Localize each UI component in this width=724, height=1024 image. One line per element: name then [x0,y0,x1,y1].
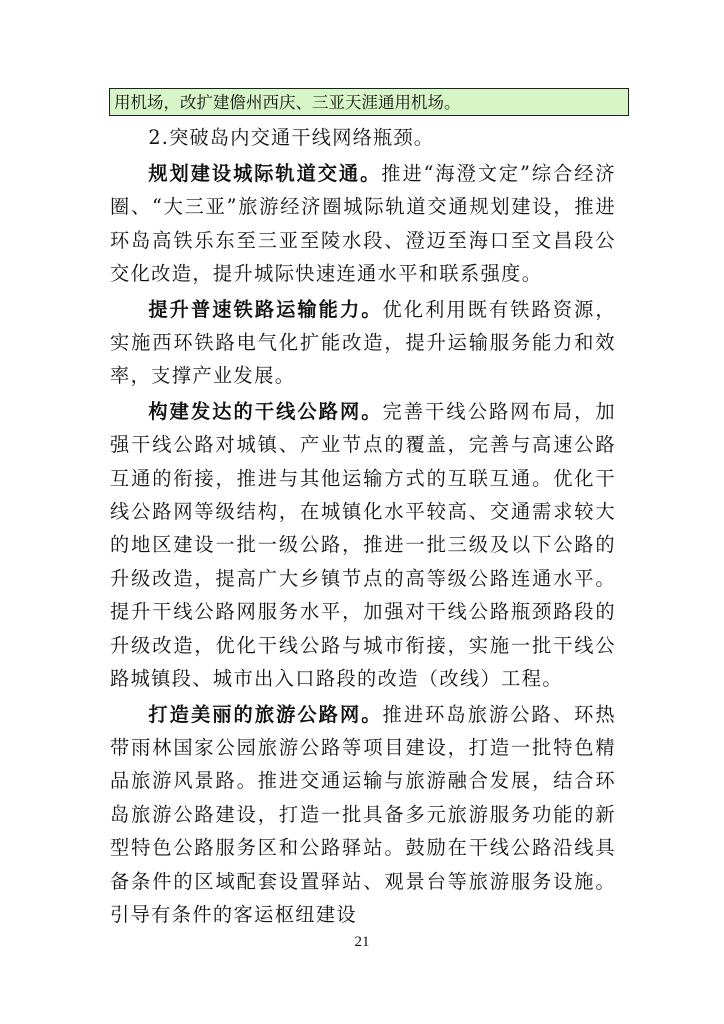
paragraph-railway-capacity [110,293,616,393]
body-text [110,121,616,931]
paragraph-lead: 构建发达的干线公路网。 [148,399,383,423]
paragraph-lead: 打造美丽的旅游公路网。 [148,702,383,726]
paragraph-body: 优化利用既有铁路资源，实施西环铁路电气化扩能改造，提升运输服务能力和效率，支撑产业发展。 [110,297,616,388]
paragraph-trunk-highway [110,395,616,696]
section-heading: 2.突破岛内交通干线网络瓶颈。 [148,126,435,149]
page-number: 21 [354,934,370,950]
highlighted-carryover-line: 用机场，改扩建儋州西庆、三亚天涯通用机场。 [109,88,629,116]
paragraph-body: 推进“海澄文定”综合经济圈、“大三亚”旅游经济圈城际轨道交通规划建设，推进环岛高铁乐东至三亚至陵水段、澄迈至海口至文昌段公交化改造，提升城际快速连通水平和联系强度。 [110,162,616,286]
paragraph-body: 推进环岛旅游公路、环热带雨林国家公园旅游公路等项目建设，打造一批特色精品旅游风景路。推进交通运输与旅游融合发展，结合环岛旅游公路建设，打造一批具备多元旅游服务功能的新型特色公路服务区和公路驿站。鼓励在干线公路沿线具备条件的区域配套设置驿站、观景台等旅游服务设施。引导有条件的客运枢纽建设 [110,702,616,926]
paragraph-tourism-highway [110,698,616,932]
paragraph-intercity-rail [110,157,616,291]
paragraph-lead: 规划建设城际轨道交通。 [148,162,382,185]
paragraph-body: 完善干线公路网布局，加强干线公路对城镇、产业节点的覆盖，完善与高速公路互通的衔接，推进与其他运输方式的互联互通。优化干线公路网等级结构，在城镇化水平较高、交通需求较大的地区建设一批一级公路，推进一批三级及以下公路的升级改造，提高广大乡镇节点的高等级公路连通水平。提升干线公路网服务水平，加强对干线公路瓶颈路段的升级改造，优化干线公路与城市衔接，实施一批干线公路城镇段、城市出入口路段的改造（改线）工程。 [110,399,616,691]
paragraph-lead: 提升普速铁路运输能力。 [148,297,383,321]
